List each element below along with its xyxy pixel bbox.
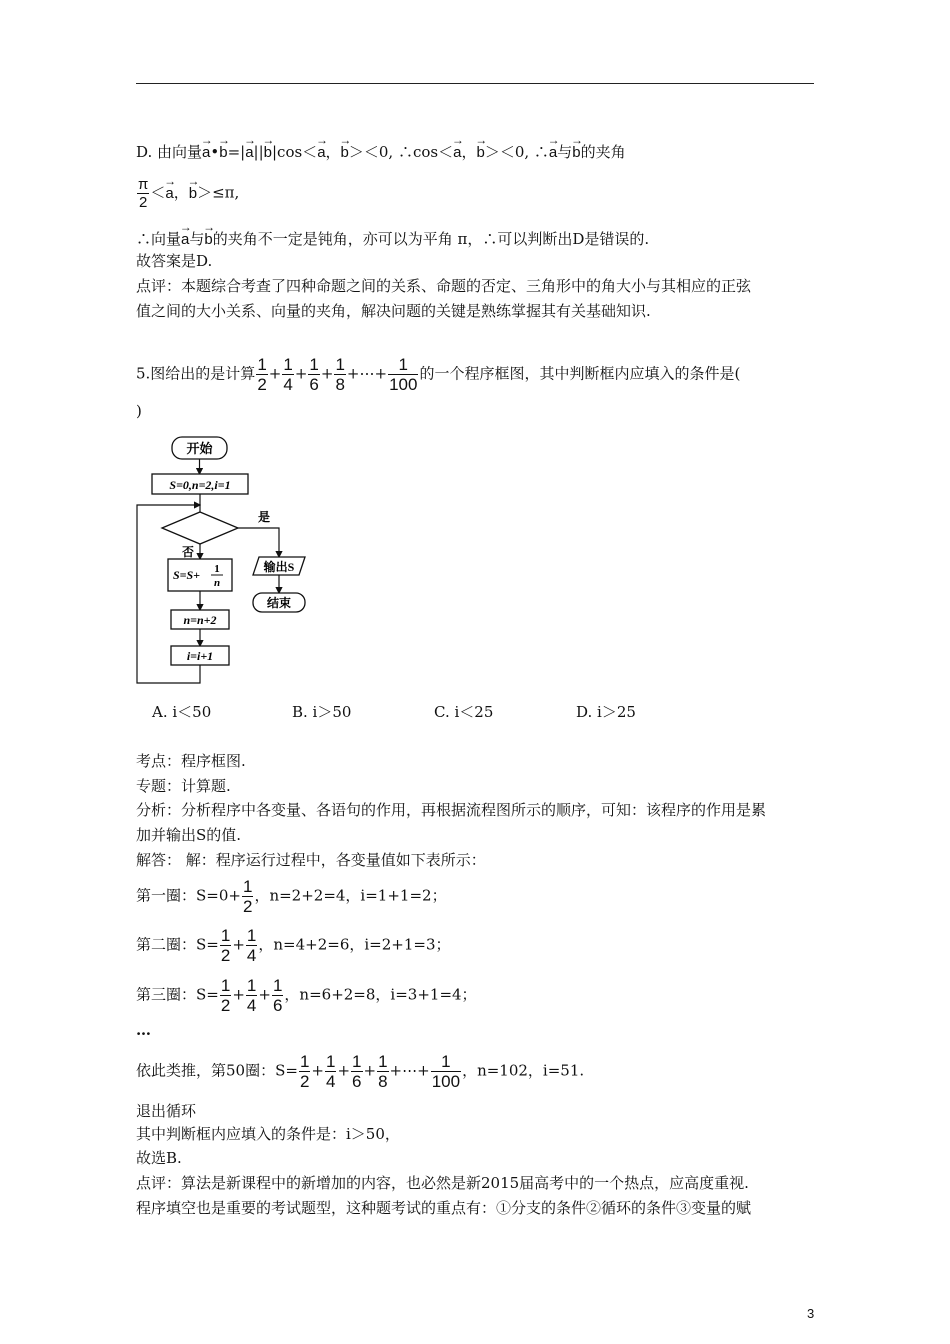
exit-loop: 退出循环	[136, 1102, 197, 1120]
i-update-label: i=i+1	[186, 649, 214, 663]
angle-range: $\frac{\pi}{2}$ ＜→ a，→ b＞≤π,	[136, 176, 239, 211]
init-label: S=0,n=2,i=1	[169, 478, 231, 492]
vector-a: → a	[202, 139, 210, 163]
round-3: 第三圈：S= $\frac{1}{2}$ + $\frac{1}{4}$ + $\frac{1}{6}$ ，n=6+2=8，i=3+1=4；	[136, 976, 477, 1015]
vector-b: → b	[189, 180, 197, 204]
fraction: $\frac{1}{4}$	[325, 1052, 336, 1091]
vector-a: → a	[549, 139, 557, 163]
fraction: $\frac{1}{100}$	[431, 1052, 461, 1091]
assign-s-denominator: n	[213, 577, 221, 589]
final-answer: 故选B.	[136, 1149, 182, 1167]
dianping-line-1: 点评：算法是新课程中的新增加的内容，也必然是新2015届高考中的一个热点，应高度重视.	[136, 1174, 749, 1192]
option-d-explanation: D. 由向量→ a•→ b=|→ a||→ b|cos＜→ a，→ b＞＜0, ∴cos＜→ a，→ b＞＜0, ∴→ a与→ b的夹角	[136, 139, 626, 163]
decision-diamond	[162, 512, 238, 544]
assign-s-numerator: 1	[214, 563, 220, 575]
fraction: $\frac{1}{4}$	[246, 976, 257, 1015]
round-2: 第二圈：S= $\frac{1}{2}$ + $\frac{1}{4}$ ，n=4+2=6，i=2+1=3；	[136, 926, 451, 965]
option-b: B. i＞50	[292, 703, 352, 721]
comment-line-1: 点评：本题综合考查了四种命题之间的关系、命题的否定、三角形中的角大小与其相应的正弦	[136, 277, 752, 295]
fraction: $\frac{1}{6}$	[272, 976, 283, 1015]
vector-a: → a	[181, 226, 189, 250]
fenxi-line-1: 分析：分析程序中各变量、各语句的作用，再根据流程图所示的顺序，可知：该程序的作用是累	[136, 801, 767, 819]
zhuanti: 专题：计算题.	[136, 777, 231, 795]
fraction: $\frac{1}{2}$	[220, 976, 231, 1015]
fraction: $\frac{1}{100}$	[389, 355, 418, 394]
jieda: 解答： 解：程序运行过程中，各变量值如下表所示：	[136, 851, 486, 869]
option-a: A. i＜50	[152, 703, 212, 721]
yes-arrow	[238, 528, 279, 557]
fraction: $\frac{1}{4}$	[246, 926, 257, 965]
vector-b: → b	[341, 139, 349, 163]
fraction-pi-over-2: $\frac{\pi}{2}$	[138, 176, 149, 211]
fraction: $\frac{1}{4}$	[283, 355, 293, 394]
vector-a: → a	[245, 139, 253, 163]
ellipsis: …	[136, 1021, 151, 1039]
vector-b: → b	[572, 139, 580, 163]
fraction: $\frac{1}{2}$	[220, 926, 231, 965]
no-label: 否	[182, 545, 195, 559]
vector-a: → a	[453, 139, 461, 163]
page-number: 3	[807, 1306, 815, 1321]
option-d: D. i＞25	[576, 703, 636, 721]
header-rule	[136, 83, 814, 84]
vector-a: → a	[317, 139, 325, 163]
comment-line-2: 值之间的大小关系、向量的夹角，解决问题的关键是熟练掌握其有关基础知识.	[136, 302, 651, 320]
fraction: $\frac{1}{6}$	[309, 355, 319, 394]
conclusion-line: ∴向量→ a与→ b的夹角不一定是钝角，亦可以为平角 π，∴可以判断出D是错误的.	[136, 226, 649, 250]
vector-b: → b	[476, 139, 484, 163]
fraction: $\frac{1}{8}$	[378, 1052, 388, 1091]
start-label: 开始	[186, 441, 213, 456]
fraction: $\frac{1}{2}$	[242, 877, 253, 916]
fraction: $\frac{1}{8}$	[335, 355, 345, 394]
question-5-close: )	[136, 402, 142, 420]
question-5-stem: 5.图给出的是计算 $\frac{1}{2}$ + $\frac{1}{4}$ + $\frac{1}{6}$ + $\frac{1}{8}$ +⋯+ $\frac{1}{100}$ 的一个程序框图，其中判断框内应填入的条件是(	[136, 355, 741, 394]
yes-label: 是	[258, 510, 271, 524]
fraction: $\frac{1}{6}$	[352, 1052, 362, 1091]
flowchart	[130, 432, 330, 692]
vector-b: → b	[204, 226, 212, 250]
round-50: 依此类推，第50圈：S= $\frac{1}{2}$ + $\frac{1}{4}$ + $\frac{1}{6}$ + $\frac{1}{8}$ +⋯+ $\frac{1}{100}$ ，n=102，i=51.	[136, 1052, 585, 1091]
round-1: 第一圈：S=0+ $\frac{1}{2}$ ，n=2+2=4，i=1+1=2；	[136, 877, 447, 916]
fenxi-line-2: 加并输出S的值.	[136, 826, 242, 844]
kaodian: 考点：程序框图.	[136, 752, 246, 770]
dianping-line-2: 程序填空也是重要的考试题型，这种题考试的重点有：①分支的条件②循环的条件③变量的赋	[136, 1199, 752, 1217]
vector-a: → a	[165, 180, 173, 204]
n-update-label: n=n+2	[183, 613, 217, 627]
fraction: $\frac{1}{2}$	[257, 355, 267, 394]
end-label: 结束	[266, 596, 292, 610]
answer-line: 故答案是D.	[136, 252, 213, 270]
assign-s-label: S=S+	[173, 568, 201, 582]
option-c: C. i＜25	[434, 703, 494, 721]
output-label: 输出S	[263, 560, 295, 574]
vector-b: → b	[219, 139, 227, 163]
fraction: $\frac{1}{2}$	[299, 1052, 310, 1091]
condition-line: 其中判断框内应填入的条件是：i＞50，	[136, 1125, 400, 1143]
vector-b: → b	[264, 139, 272, 163]
